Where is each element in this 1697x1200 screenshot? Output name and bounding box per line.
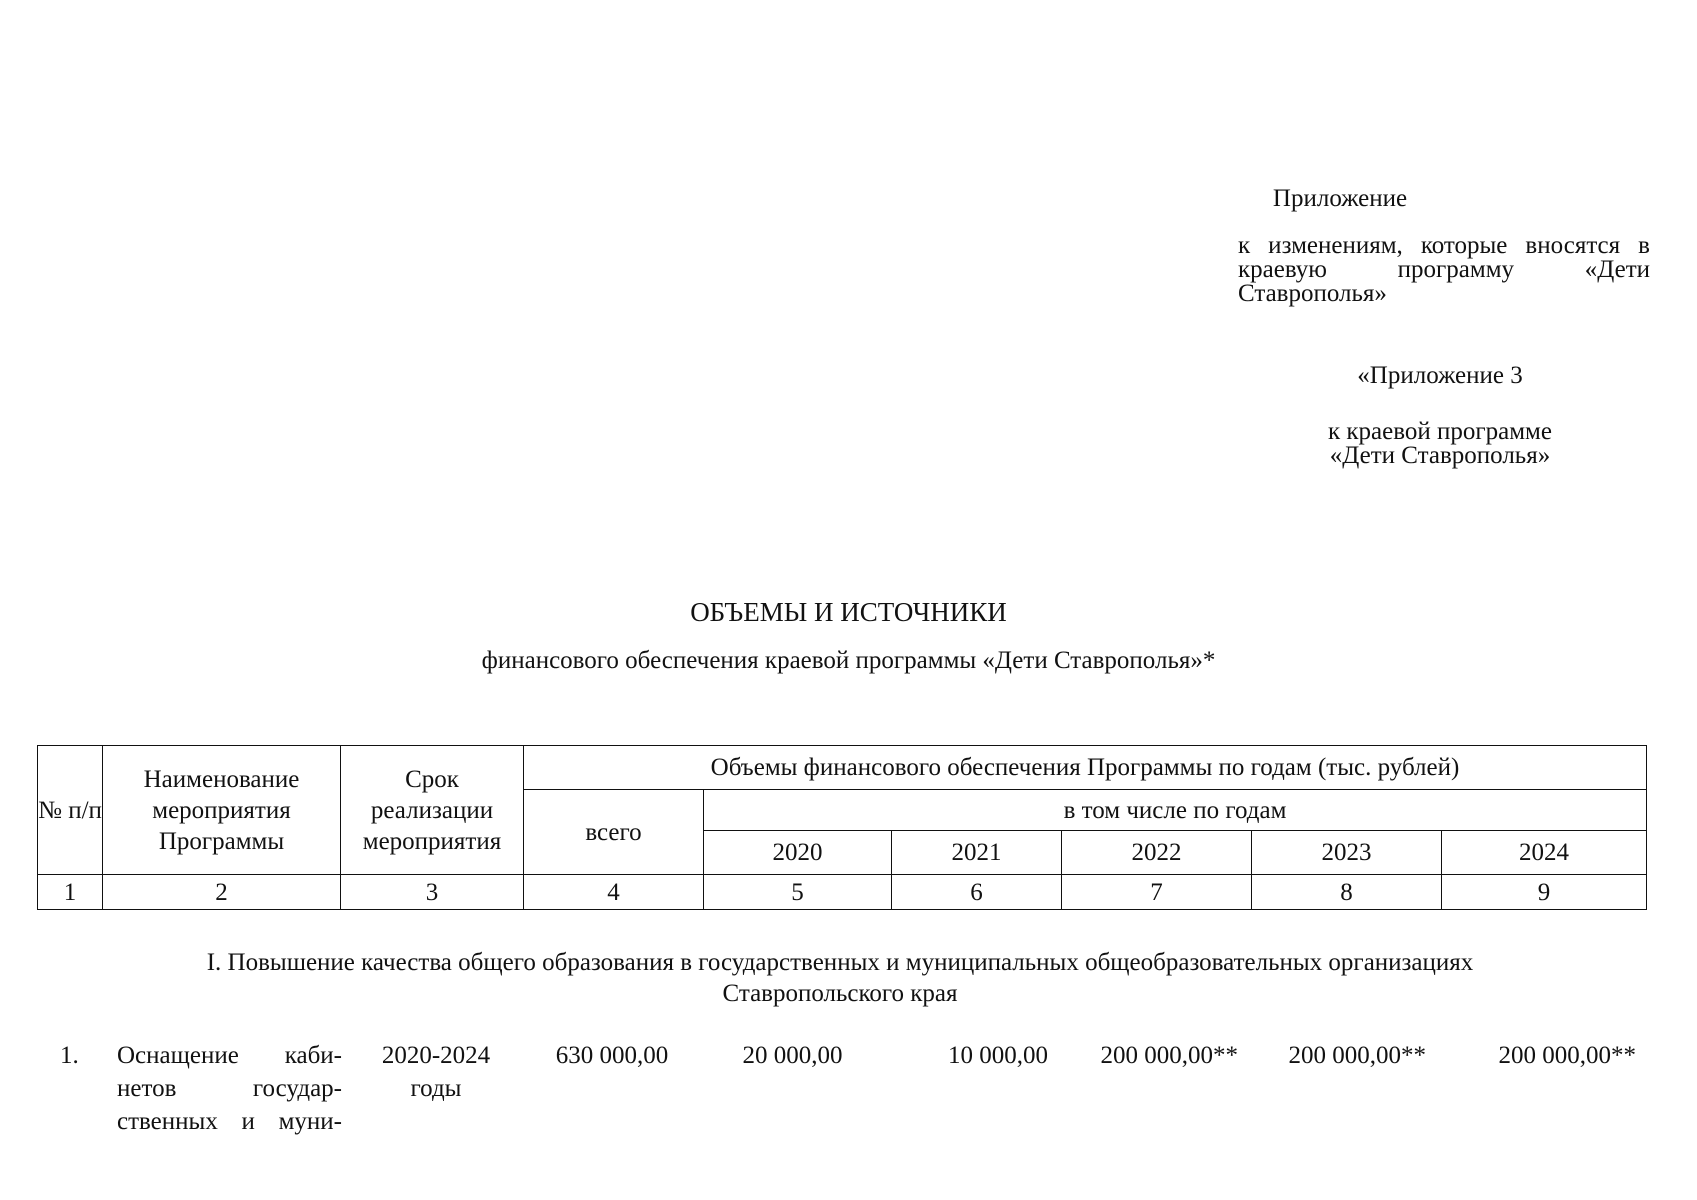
column-number: 2 [103, 875, 341, 910]
row-name [117, 1039, 342, 1138]
row-value-2020: 20 000,00 [742, 1042, 843, 1069]
column-number: 8 [1252, 875, 1442, 910]
column-number: 7 [1062, 875, 1252, 910]
column-number: 9 [1442, 875, 1647, 910]
row-name-line: ственных и муни- [117, 1108, 342, 1135]
document-title: ОБЪЕМЫ И ИСТОЧНИКИ [690, 597, 1007, 627]
header-year: 2024 [1442, 831, 1647, 875]
column-number: 5 [704, 875, 892, 910]
appendix3-line2: «Дети Ставрополья» [1329, 442, 1551, 469]
column-number: 3 [341, 875, 524, 910]
appendix-body: к изменениям, которые вносятся в краевую программу «Дети Ставрополья» [1238, 232, 1650, 307]
row-value-2021: 10 000,00 [948, 1042, 1048, 1069]
column-number: 6 [892, 875, 1062, 910]
column-number: 4 [524, 875, 704, 910]
financing-header-table [37, 745, 1647, 910]
appendix3-line1: к краевой программе [1328, 418, 1552, 445]
header-year: 2022 [1062, 831, 1252, 875]
header-by-years: в том числе по годам [704, 790, 1647, 831]
appendix-title: Приложение [1272, 185, 1408, 212]
row-value-2024: 200 000,00** [1498, 1042, 1636, 1069]
row-number: 1. [60, 1042, 79, 1069]
section-heading-line1: I. Повышение качества общего образования в государственных и муниципальных общеобразовательных организациях [206, 949, 1474, 976]
row-value-2022: 200 000,00** [1100, 1042, 1238, 1069]
header-term: Срок реализации мероприятия [341, 746, 524, 875]
section-heading-line2: Ставропольского края [722, 980, 958, 1007]
row-total: 630 000,00 [555, 1042, 669, 1069]
row-term-line: годы [410, 1075, 462, 1102]
row-term-line: 2020-2024 [381, 1042, 491, 1069]
document-subtitle: финансового обеспечения краевой программы «Дети Ставрополья»* [481, 647, 1216, 674]
header-year: 2023 [1252, 831, 1442, 875]
header-year: 2021 [892, 831, 1062, 875]
header-name: Наименование мероприятия Программы [103, 746, 341, 875]
header-number: № п/п [38, 746, 103, 875]
header-total: всего [524, 790, 704, 875]
section-heading [60, 947, 1620, 1009]
appendix3-title: «Приложение 3 [1357, 362, 1523, 389]
header-volumes: Объемы финансового обеспечения Программы по годам (тыс. рублей) [524, 746, 1647, 790]
row-name-line: Оснащение каби- [117, 1042, 342, 1069]
header-year: 2020 [704, 831, 892, 875]
appendix3-body [1240, 420, 1640, 468]
row-term [345, 1039, 527, 1105]
row-name-line: нетов государ- [117, 1075, 342, 1102]
row-value-2023: 200 000,00** [1288, 1042, 1426, 1069]
column-number: 1 [38, 875, 103, 910]
